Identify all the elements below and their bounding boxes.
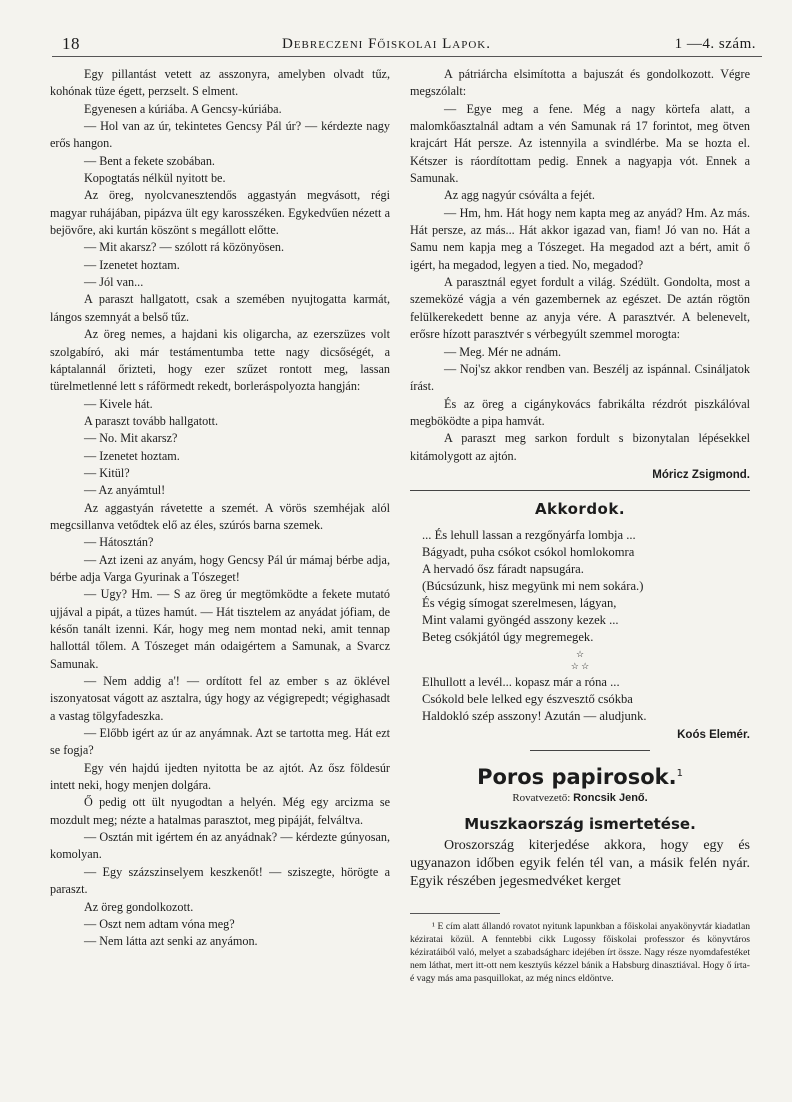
- article-title: Muszkaország ismertetése.: [464, 814, 696, 833]
- paragraph: A parasztnál egyet fordult a világ. Szédült. Gondolta, most a szemeközé vágja a vén gazembernek az egészet. De aztán rögtön felülkerekedett benne az anyja vére. A parasztvér. A belenevelt, erősre hízott parasztvér s vérbegyúlt szemmel morogta:: [410, 275, 750, 342]
- poem-line: ... És lehull lassan a rezgőnyárfa lombja ...: [422, 527, 636, 542]
- paragraph: — Kitül?: [84, 465, 130, 480]
- paragraph: Az öreg nemes, a hajdani kis oligarcha, az ezerszüzes volt szolgabíró, aki már testámentumba tette nagy dicsőségét, a káptalannál őrizteti, hogy ezer szűzet rontott meg, lassan türelmetlenné lett s ráförmedt rekedt, borleráspolyozta hangján:: [50, 327, 390, 394]
- paragraph: — Izenetet hoztam.: [84, 448, 180, 463]
- poem-author: Koós Elemér.: [677, 728, 750, 741]
- paragraph: — Mit akarsz? — szólott rá közönyösen.: [84, 240, 285, 255]
- poem-stanza-2: [410, 674, 750, 725]
- issue-number: 1 —4. szám.: [674, 36, 756, 52]
- paragraph: — Meg. Mér ne adnám.: [444, 344, 562, 359]
- poem-line: Bágyadt, puha csókot csókol homlokomra: [422, 544, 635, 559]
- paragraph: Az aggastyán rávetette a szemét. A vörös szemhéjak alól megcsillanva vetődtek elő az éles, szúrós barna szemek.: [50, 500, 390, 532]
- paragraph: — Oszt nem adtam vóna meg?: [84, 916, 235, 931]
- paragraph: A paraszt tovább hallgatott.: [84, 413, 219, 428]
- story-right-column: [410, 66, 750, 465]
- poem-line: Csókold bele lelked egy észvesztő csókba: [422, 691, 633, 706]
- paragraph: — Azt izeni az anyám, hogy Gencsy Pál úr mámaj bérbe adja, bérbe adja Varga Gyurinak a Tószeget!: [50, 552, 390, 584]
- paragraph: Ő pedig ott ült nyugodtan a helyén. Még egy arcizma se mozdult meg; nézte a hatalmas parasztot, meg pipáját, felváltva.: [50, 795, 390, 827]
- poem-line: Beteg csókjától úgy megremegek.: [422, 629, 594, 644]
- footnote: ¹ E cím alatt állandó rovatot nyitunk lapunkban a főiskolai anyakönyvtár kiadatlan kéziratai közül. A fenntebbi cikk Lugossy főiskolai professzor és könyvtáros kéziratáiból való, melyet a szabadságharc idejében írt össze. Nagy része nyomdafestéket nem láthat, mert itt-ott nem kesztyűs kézzel bánik a Habsburg dinasztiával. Hogy ő írta-é vagy más ama pasquillokat, az még nincs eldöntve.: [410, 920, 750, 984]
- paragraph: — Bent a fekete szobában.: [84, 153, 215, 168]
- asterism-icon: ☆ ☆ ☆: [570, 648, 590, 671]
- paragraph: Kopogtatás nélkül nyitott be.: [84, 171, 226, 186]
- paragraph: — Noj'sz akkor rendben van. Beszélj az ispánnal. Csináljatok írást.: [410, 361, 750, 394]
- poem: [410, 527, 750, 725]
- paragraph: És az öreg a cigánykovács fabrikálta rézdrót piszkálóval megböködte a pipa hamvát.: [410, 396, 750, 428]
- poem-line: És végig símogat szerelmesen, lágyan,: [422, 595, 617, 610]
- paragraph: A pátriárcha elsimította a bajuszát és gondolkozott. Végre megszólalt:: [410, 67, 750, 99]
- right-column: [410, 66, 750, 985]
- footnote-divider: [410, 913, 500, 914]
- paragraph: A paraszt hallgatott, csak a szemében nyujtogatta karmát, lángos szemnyát a belső tűz.: [50, 292, 390, 324]
- paragraph: — No. Mit akarsz?: [84, 431, 178, 446]
- paragraph: A paraszt meg sarkon fordult s bizonytalan lépésekkel kitámolygott az ajtón.: [410, 431, 750, 463]
- paragraph: — Egye meg a fene. Még a nagy körtefa alatt, a malomkőasztalnál adtam a vén Samunak rá 17 forintot, meg ötven krajcárt Hát persze. Az istennyila a svindlérbe. Ma se hozta el. Kétszer is ráordítottam pedig. Ennek a nagyapja vót. Ennek a Samunak.: [410, 101, 750, 186]
- paragraph: — Hátosztán?: [84, 535, 154, 550]
- paragraph: — Nem addig a'! — ordított fel az ember s az öklével iszonyatosat vágott az asztalra, úgy hogy az végigrepedt; végighasadt a vastag tölgyfadeszka.: [50, 674, 390, 723]
- paragraph: — Egy százszinselyem keszkenőt! — sziszegte, hörögte a paraszt.: [50, 864, 390, 897]
- section-title: Poros papirosok.$^1$: [477, 764, 683, 789]
- story-left-column: [50, 66, 390, 951]
- paragraph: — Hol van az úr, tekintetes Gencsy Pál úr? — kérdezte nagy erős hangon.: [50, 119, 390, 151]
- poem-line: A hervadó ősz fáradt napsugára.: [422, 561, 584, 576]
- paragraph: — Az anyámtul!: [84, 483, 166, 498]
- divider: [410, 490, 750, 491]
- poem-line: (Búcsúzunk, hisz megyünk mi nem sokára.): [422, 578, 644, 593]
- paragraph: Az agg nagyúr csóválta a fejét.: [444, 188, 595, 203]
- paragraph: — Izenetet hoztam.: [84, 257, 180, 272]
- paragraph: Egyenesen a kúriába. A Gencsy-kúriába.: [84, 101, 282, 116]
- paragraph: — Nem látta azt senki az anyámon.: [84, 934, 258, 949]
- paragraph: Egy pillantást vetett az asszonyra, amelyben olvadt tűz, kohónak tüze égett, perzselt. S elment.: [50, 67, 390, 99]
- article-text: Oroszország kiterjedése akkora, hogy egy és ugyanazon időben egyik felén tél van, a másik felén nyár. Egyik részében jegesmedvéket kerget: [410, 837, 750, 889]
- page-number: 18: [62, 34, 80, 53]
- divider-short: [530, 750, 650, 751]
- poem-stanza-1: [410, 527, 750, 646]
- section-editor: Rovatvezető: Roncsik Jenő.: [512, 792, 648, 805]
- paragraph: — Jól van...: [84, 275, 144, 290]
- paragraph: — Osztán mit igértem én az anyádnak? — kérdezte gúnyosan, komolyan.: [50, 830, 390, 862]
- story-author: Móricz Zsigmond.: [652, 468, 750, 481]
- paragraph: Egy vén hajdú ijedten nyitotta be az ajtót. Az ősz földesúr intett neki, hogy menjen dolgára.: [50, 760, 390, 793]
- page-header: [52, 34, 762, 57]
- poem-line: Elhullott a levél... kopasz már a róna ...: [422, 674, 620, 689]
- paragraph: Az öreg gondolkozott.: [84, 899, 194, 914]
- footnote-mark: 1: [676, 767, 683, 779]
- poem-line: Haldokló szép asszony! Azután — aludjunk.: [422, 708, 647, 723]
- poem-line: Mint valami gyöngéd asszony kezek ...: [422, 612, 619, 627]
- paragraph: — Előbb igért az úr az anyámnak. Azt se tartotta meg. Hát ezt se fogja?: [50, 726, 390, 758]
- paragraph: Az öreg, nyolcvanesztendős aggastyán megvásott, régi magyar ruhájában, pipázva ült egy karosszéken. Egykedvűen nézett a bejövőre, aki kurtán köszönt s megállott előtte.: [50, 188, 390, 238]
- poem-title: Akkordok.: [534, 500, 626, 519]
- paragraph: — Kivele hát.: [84, 396, 153, 411]
- journal-title: Debreczeni Főiskolai Lapok.: [282, 36, 491, 52]
- paragraph: — Hm, hm. Hát hogy nem kapta meg az anyád? Hm. Az más. Hát persze, az más... Hát akkor igazad van, fiam! Jó van no. Hát a Samu nem kapja meg a Tószeget. Ha megadod azt a bért, amit ő igért, ha megadod, legyen a tied. No, megadod?: [410, 205, 750, 272]
- paragraph: — Ugy? Hm. — S az öreg úr megtömködte a fekete mutató ujjával a pipát, a tüzes hamút. — Hát tisztelem az anyádat jófiam, de későn tanált izenni. Kár, hogy meg nem montad neki, amit tennap hallottál tőlem. A Tószeget mán odaigértem a Samunak, a Svarcz Samunak.: [50, 587, 390, 671]
